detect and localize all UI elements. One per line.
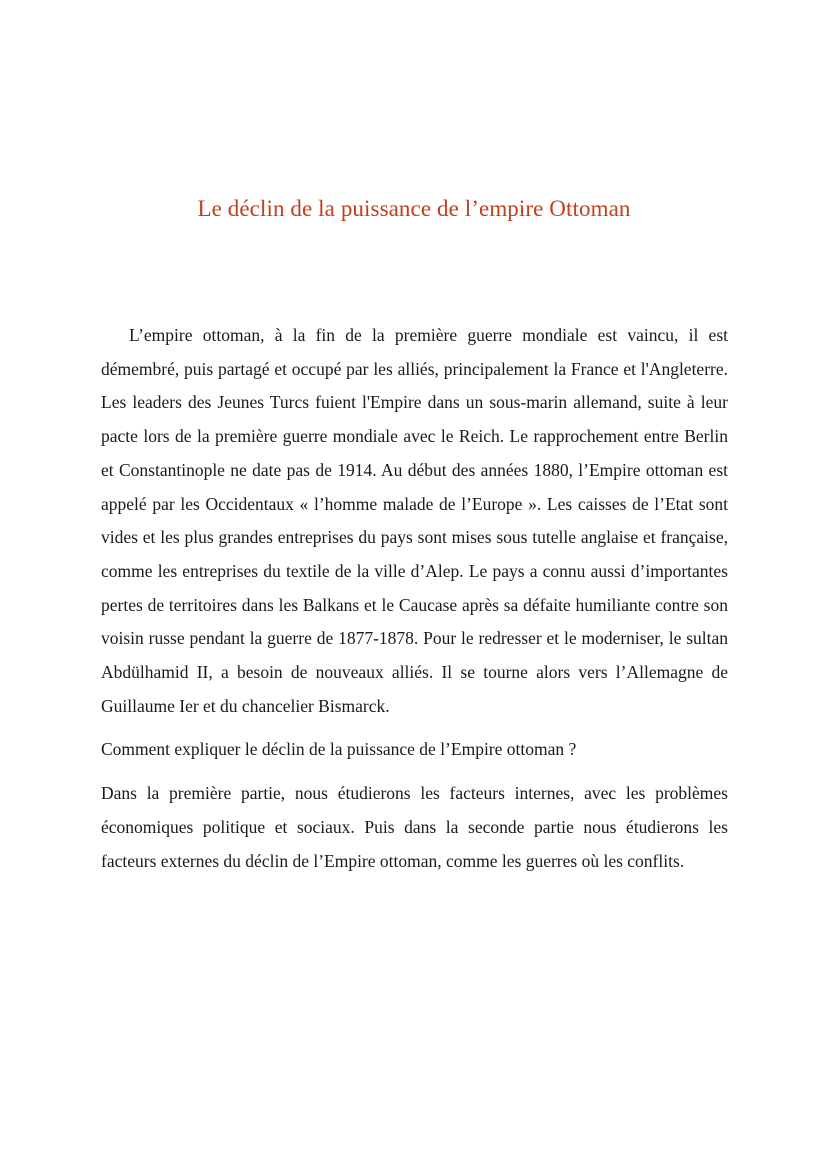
- document-body: [101, 319, 728, 878]
- intro-paragraph: L’empire ottoman, à la fin de la première guerre mondiale est vaincu, il est démembré, puis partagé et occupé par les alliés, principalement la France et l'Angleterre. Les leaders des Jeunes Turcs fuient l'Empire dans un sous-marin allemand, suite à leur pacte lors de la première guerre mondiale avec le Reich. Le rapprochement entre Berlin et Constantinople ne date pas de 1914. Au début des années 1880, l’Empire ottoman est appelé par les Occidentaux « l’homme malade de l’Europe ». Les caisses de l’Etat sont vides et les plus grandes entreprises du pays sont mises sous tutelle anglaise et française, comme les entreprises du textile de la ville d’Alep. Le pays a connu aussi d’importantes pertes de territoires dans les Balkans et le Caucase après sa défaite humiliante contre son voisin russe pendant la guerre de 1877-1878. Pour le redresser et le moderniser, le sultan Abdülhamid II, a besoin de nouveaux alliés. Il se tourne alors vers l’Allemagne de Guillaume Ier et du chancelier Bismarck.: [101, 325, 728, 716]
- plan-paragraph: Dans la première partie, nous étudierons les facteurs internes, avec les problèmes économiques politique et sociaux. Puis dans la seconde partie nous étudierons les facteurs externes du déclin de l’Empire ottoman, comme les guerres où les conflits.: [101, 783, 728, 871]
- document-title: Le déclin de la puissance de l’empire Ottoman: [197, 196, 631, 221]
- problematic-paragraph: Comment expliquer le déclin de la puissance de l’Empire ottoman ?: [101, 739, 577, 760]
